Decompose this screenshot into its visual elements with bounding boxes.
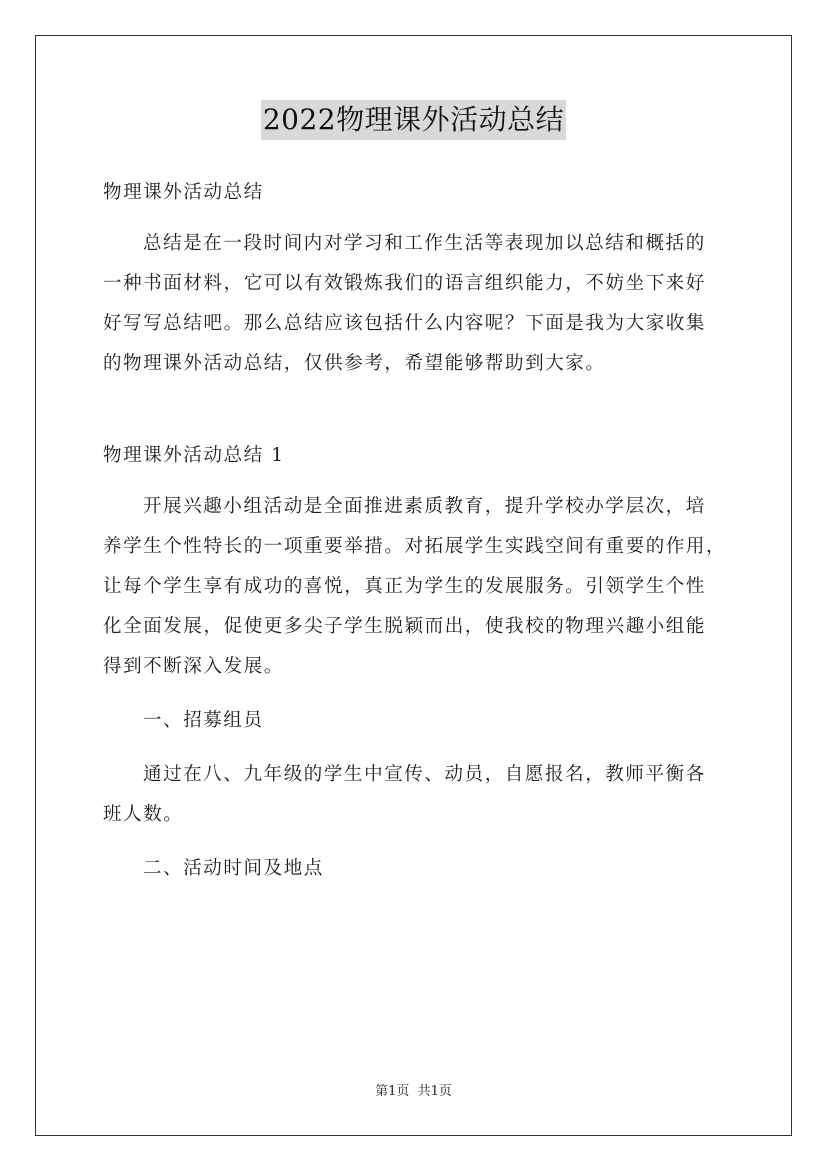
paragraph-line: 让每个学生享有成功的喜悦，真正为学生的发展服务。引领学生个性	[103, 576, 707, 597]
document-title: 2022物理课外活动总结	[261, 100, 566, 140]
paragraph-line: 开展兴趣小组活动是全面推进素质教育，提升学校办学层次，培	[143, 496, 706, 517]
paragraph-line: 化全面发展，促使更多尖子学生脱颖而出，使我校的物理兴趣小组能	[103, 616, 707, 637]
paragraph-line: 总结是在一段时间内对学习和工作生活等表现加以总结和概括的	[143, 233, 706, 254]
heading-time-place: 二、活动时间及地点	[143, 858, 324, 879]
paragraph-line: 一种书面材料，它可以有效锻炼我们的语言组织能力，不妨坐下来好	[103, 273, 707, 294]
page-footer	[0, 1083, 827, 1101]
section-title: 物理课外活动总结 1	[103, 445, 285, 466]
paragraph-line: 得到不断深入发展。	[103, 656, 284, 677]
recruit-paragraph	[103, 755, 743, 835]
paragraph-line: 养学生个性特长的一项重要举措。对拓展学生实践空间有重要的作用，	[103, 536, 727, 557]
paragraph-line: 好写写总结吧。那么总结应该包括什么内容呢？下面是我为大家收集	[103, 313, 707, 334]
paragraph-line: 班人数。	[103, 804, 184, 825]
title-wrap	[0, 100, 827, 140]
section-paragraph	[103, 487, 743, 687]
page-total: 共1页	[417, 1084, 452, 1099]
heading-recruit: 一、招募组员	[143, 710, 264, 731]
paragraph-line: 的物理课外活动总结，仅供参考，希望能够帮助到大家。	[103, 353, 606, 374]
intro-paragraph	[103, 224, 743, 384]
document-body	[103, 173, 743, 889]
page-number: 第1页	[375, 1084, 410, 1099]
paragraph-line: 通过在八、九年级的学生中宣传、动员，自愿报名，教师平衡各	[143, 764, 706, 785]
document-subtitle: 物理课外活动总结	[103, 182, 264, 203]
